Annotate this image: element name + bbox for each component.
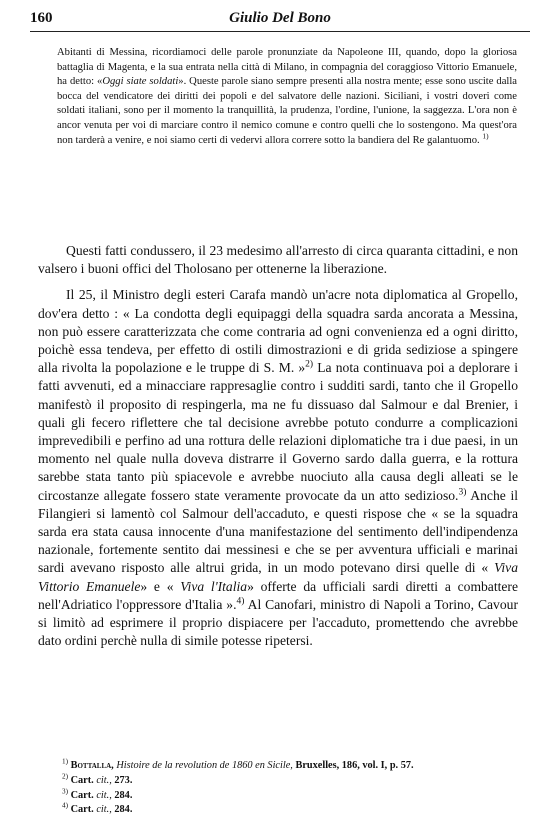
paragraph-2-part-b: La nota continuava poi a deplorare i fatti avvenuti, ed a minacciare rappresaglie contro i sudditi sardi, tanto che il Gropello manifestò il proposito di respingerla, ma ne fu dissuaso dal Salmour e dal Brenier, i quali gli fecero riflettere che tal decisione avrebbe potuto condurre a complicazioni imprevedibili e perfino ad una rottura delle relazioni diplomatiche tra i due paesi, in un momento nel quale nulla doveva distrarre il Governo sardo dalla guerra, e la rottura sarebbe stata tanto più spiacevole e avrebbe nuociuto alla causa degli alleati se le circostanze allegate fossero state veramente provocate da un atto sedizioso. — [38, 360, 518, 503]
footnote-3 — [62, 789, 532, 804]
footnote-rest: 284. — [111, 804, 133, 816]
paragraph-2 — [38, 286, 518, 650]
quote-text-post: ». Queste parole siano sempre presenti alla nostra mente; esse sono uscite dalla bocca del vendicatore dei diritti dei popoli e del salvatore delle nazioni. Siciliani, i vostri doveri come soldati italiani, sono per il momento la tranquillità, la prudenza, l'ordine, l'unione, la saggezza. L'ora non è ancor venuta per voi di marciare contro il nemico comune e contro quelli che lo sostengono. Ma quest'ora non tarderà a venire, e noi siamo certi di vedervi allora correre sotto la bandiera del Re galantuomo. — [57, 76, 517, 146]
body-text — [38, 242, 518, 657]
italic-viva-vittorio: Viva Vittorio Emanuele — [38, 560, 518, 594]
header-rule — [30, 31, 530, 32]
italic-viva-italia: Viva l'Italia — [180, 578, 248, 594]
footnote-2 — [62, 774, 532, 789]
footnote-ref-2: 2) — [305, 359, 314, 370]
footnote-author: Cart. — [70, 774, 94, 786]
footnote-title: cit., — [96, 804, 112, 816]
paragraph-2-part-f: Al Canofari, ministro di Napoli a Torino, Cavour si limitò ad esprimere il proprio dispiacere per l'accaduto, promettendo che avrebbe dato ordini perchè nulla di simile potesse ripetersi. — [38, 596, 518, 649]
page-number: 160 — [30, 10, 53, 26]
footnote-mark: 3) — [62, 787, 69, 796]
quote-text-pre: Abitanti di Messina, ricordiamoci delle parole pronunziate da Napoleone III, quando, dopo la gloriosa battaglia di Magenta, e la sua entrata nella città di Milano, in compagnia del coraggioso Vittorio Emanuele, ha detto: « — [57, 47, 517, 88]
footnote-rest: 284. — [111, 789, 133, 801]
footnote-mark: 4) — [62, 801, 69, 810]
paragraph-1: Questi fatti condussero, il 23 medesimo all'arresto di circa quaranta cittadini, e non valsero i buoni offici del Tholosano per ottenerne la liberazione. — [38, 243, 518, 277]
footnote-1 — [62, 759, 532, 774]
page-header — [30, 10, 530, 32]
footnote-rest: 273. — [111, 774, 133, 786]
footnote-ref-1: 1) — [482, 131, 489, 141]
footnote-rest: Bruxelles, 186, vol. I, p. 57. — [292, 760, 414, 771]
footnote-ref-4: 4) — [236, 596, 245, 607]
footnote-title: cit., — [96, 789, 112, 801]
footnote-mark: 1) — [62, 757, 69, 766]
paragraph-2-part-a: Il 25, il Ministro degli esteri Carafa mandò un'acre nota diplomatica al Gropello, dov'era detto : « La condotta degli equipaggi della squadra sarda ancorata a Messina, non può essere caratterizzata che come contraria ad ogni convenienza ed a ogni diritto, poichè essa tendeva, per effetto di ostili dimostrazioni e di grida sediziose a spingere alla rivolta la popolazione e le truppe di S. M. » — [38, 287, 518, 376]
block-quote — [57, 46, 517, 148]
footnotes — [62, 759, 532, 818]
paragraph-2-part-e: » offerte da ufficiali sardi diretti a combattere nell'Adriatico l'oppressore d'Italia ». — [38, 578, 518, 612]
footnote-author: Bottalla, — [70, 760, 114, 771]
quote-italic: Oggi siate soldati — [102, 76, 179, 88]
running-title: Giulio Del Bono — [229, 10, 331, 26]
footnote-mark: 2) — [62, 772, 69, 781]
footnote-4 — [62, 803, 532, 818]
paragraph-2-part-c: Anche il Filangieri si lamentò col Salmour dell'accaduto, e questi rispose che « se la squadra sarda era stata causa innocente d'una manifestazione del sentimento dell'indipendenza nazionale, fortemente sentito dai messinesi e che se per avventura ufficiali e marinai sardi avevano risposto alle altrui grida, in un modo potevano dirsi quelle di « — [38, 487, 518, 576]
footnote-author: Cart. — [70, 804, 94, 816]
footnote-author: Cart. — [70, 789, 94, 801]
footnote-ref-3: 3) — [458, 487, 467, 498]
paragraph-2-part-d: » e « — [140, 578, 181, 594]
footnote-title: Histoire de la revolution de 1860 en Sicile, — [116, 760, 293, 771]
footnote-title: cit., — [96, 774, 112, 786]
